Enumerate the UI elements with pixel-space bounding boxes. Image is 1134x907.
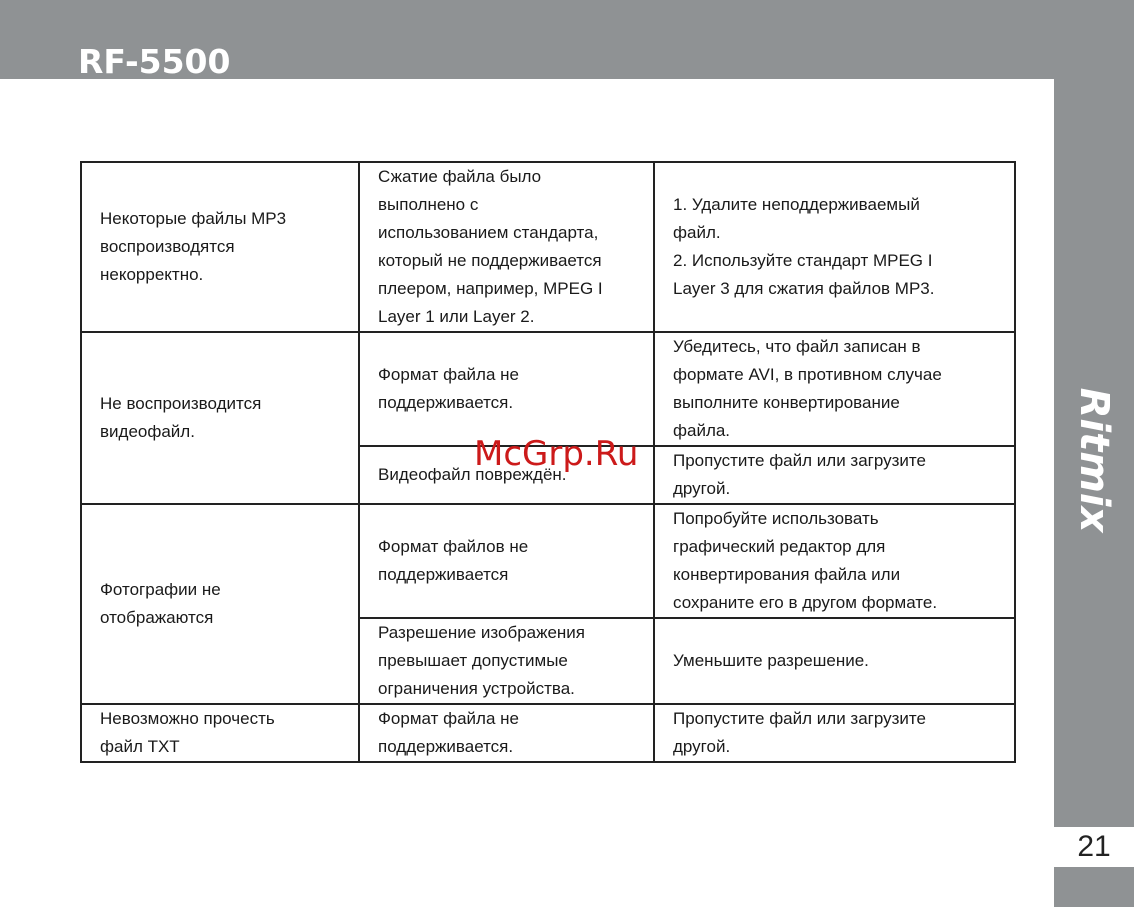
solution-cell: Попробуйте использовать графический редактор для конвертирования файла или сохраните его в другом формате. [654, 504, 1015, 618]
cause-cell: Разрешение изображения превышает допустимые ограничения устройства. [359, 618, 654, 704]
model-title: RF-5500 [78, 42, 231, 81]
watermark: McGrp.Ru [474, 434, 639, 474]
table-row [81, 332, 1015, 446]
cause-cell: Видеофайл повреждён. [359, 446, 654, 504]
solution-cell: 1. Удалите неподдерживаемый файл. 2. Используйте стандарт MPEG I Layer 3 для сжатия файлов MP3. [654, 162, 1015, 332]
solution-cell: Пропустите файл или загрузите другой. [654, 704, 1015, 762]
problem-cell: Некоторые файлы MP3 воспроизводятся некорректно. [81, 162, 359, 332]
problem-cell: Фотографии не отображаются [81, 504, 359, 704]
cause-cell: Сжатие файла было выполнено с использованием стандарта, который не поддерживается плеером, например, MPEG I Layer 1 или Layer 2. [359, 162, 654, 332]
solution-cell: Пропустите файл или загрузите другой. [654, 446, 1015, 504]
cause-cell: Формат файла не поддерживается. [359, 332, 654, 446]
cause-cell: Формат файлов не поддерживается [359, 504, 654, 618]
page-number: 21 [1054, 827, 1134, 867]
cause-cell: Формат файла не поддерживается. [359, 704, 654, 762]
brand-logo: Ritmix [1071, 387, 1117, 533]
problem-cell: Не воспроизводится видеофайл. [81, 332, 359, 504]
solution-cell: Уменьшите разрешение. [654, 618, 1015, 704]
table-row [81, 704, 1015, 762]
table-row [81, 162, 1015, 332]
problem-cell: Невозможно прочесть файл TXT [81, 704, 359, 762]
table-row [81, 504, 1015, 618]
solution-cell: Убедитесь, что файл записан в формате AVI, в противном случае выполните конвертирование файла. [654, 332, 1015, 446]
